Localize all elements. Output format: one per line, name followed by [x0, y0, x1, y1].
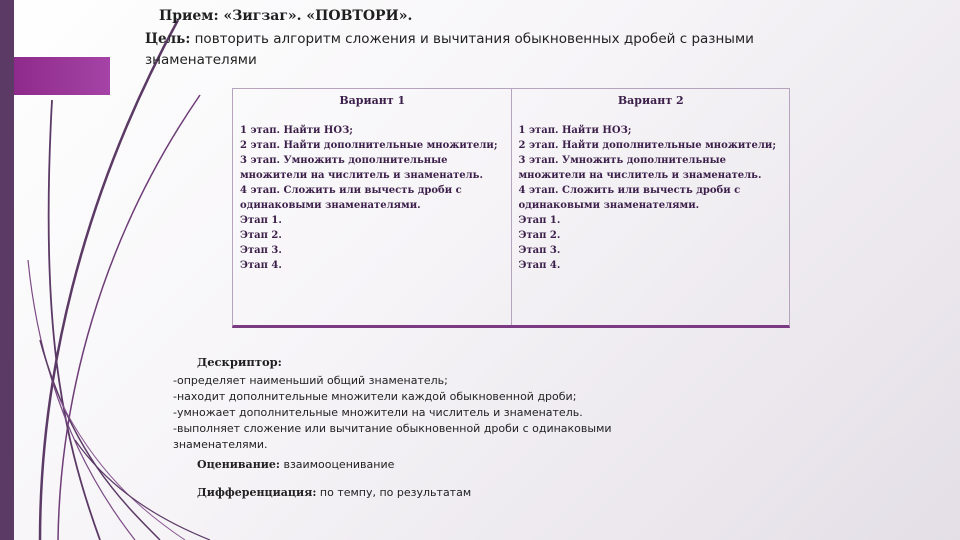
- variant-1-column: [233, 89, 511, 325]
- step-item: 3 этап. Умножить дополнительные множители на числитель и знаменатель.: [240, 155, 483, 181]
- variant-2-column: [511, 89, 790, 325]
- step-item: 3 этап. Умножить дополнительные множители на числитель и знаменатель.: [518, 155, 762, 181]
- step-item: Этап 3.: [240, 245, 282, 256]
- step-item: Этап 4.: [518, 260, 561, 271]
- step-item: Этап 2.: [240, 230, 282, 241]
- descriptor-title: Дескриптор:: [197, 355, 282, 369]
- variant-1-steps: [240, 123, 505, 273]
- differentiation-line: [197, 485, 633, 501]
- differentiation-value: по темпу, по результатам: [319, 486, 472, 499]
- goal-description: повторить алгоритм сложения и вычитания обыкновенных дробей с разными знаменателями: [145, 31, 754, 68]
- step-item: 4 этап. Сложить или вычесть дроби с одинаковыми знаменателями.: [518, 185, 741, 211]
- step-item: Этап 1.: [240, 215, 282, 226]
- step-item: Этап 1.: [518, 215, 561, 226]
- step-item: Этап 4.: [240, 260, 282, 271]
- descriptor-item: -определяет наименьший общий знаменатель;: [173, 374, 448, 387]
- accent-decor-bar: [14, 57, 110, 95]
- goal-label: Цель:: [145, 31, 191, 47]
- variant-2-steps: [519, 123, 784, 273]
- variants-table: [232, 88, 790, 328]
- differentiation-label: Дифференциация:: [197, 486, 317, 499]
- step-item: Этап 2.: [518, 230, 561, 241]
- step-item: 1 этап. Найти НОЗ;: [518, 125, 632, 136]
- step-item: Этап 3.: [518, 245, 561, 256]
- step-item: 2 этап. Найти дополнительные множители;: [518, 140, 777, 151]
- variant-1-title: Вариант 1: [339, 94, 406, 107]
- left-decor-bar: [0, 0, 14, 540]
- assessment-value: взаимооценивание: [283, 458, 395, 471]
- assessment-label: Оценивание:: [197, 458, 280, 471]
- step-item: 4 этап. Сложить или вычесть дроби с одинаковыми знаменателями.: [240, 185, 462, 211]
- descriptor-item: -находит дополнительные множители каждой обыкновенной дроби;: [173, 390, 577, 403]
- step-item: 2 этап. Найти дополнительные множители;: [240, 140, 498, 151]
- descriptor-block: [173, 354, 633, 501]
- descriptor-item: -умножает дополнительные множители на числитель и знаменатель.: [173, 406, 583, 419]
- descriptor-item: -выполняет сложение или вычитание обыкновенной дроби с одинаковыми знаменателями.: [173, 422, 612, 451]
- variant-2-title: Вариант 2: [617, 94, 684, 107]
- step-item: 1 этап. Найти НОЗ;: [240, 125, 353, 136]
- slide-title: Прием: «Зигзаг». «ПОВТОРИ».: [159, 8, 413, 24]
- goal-text: [145, 29, 825, 71]
- descriptor-list: [173, 373, 633, 453]
- assessment-line: [197, 457, 633, 473]
